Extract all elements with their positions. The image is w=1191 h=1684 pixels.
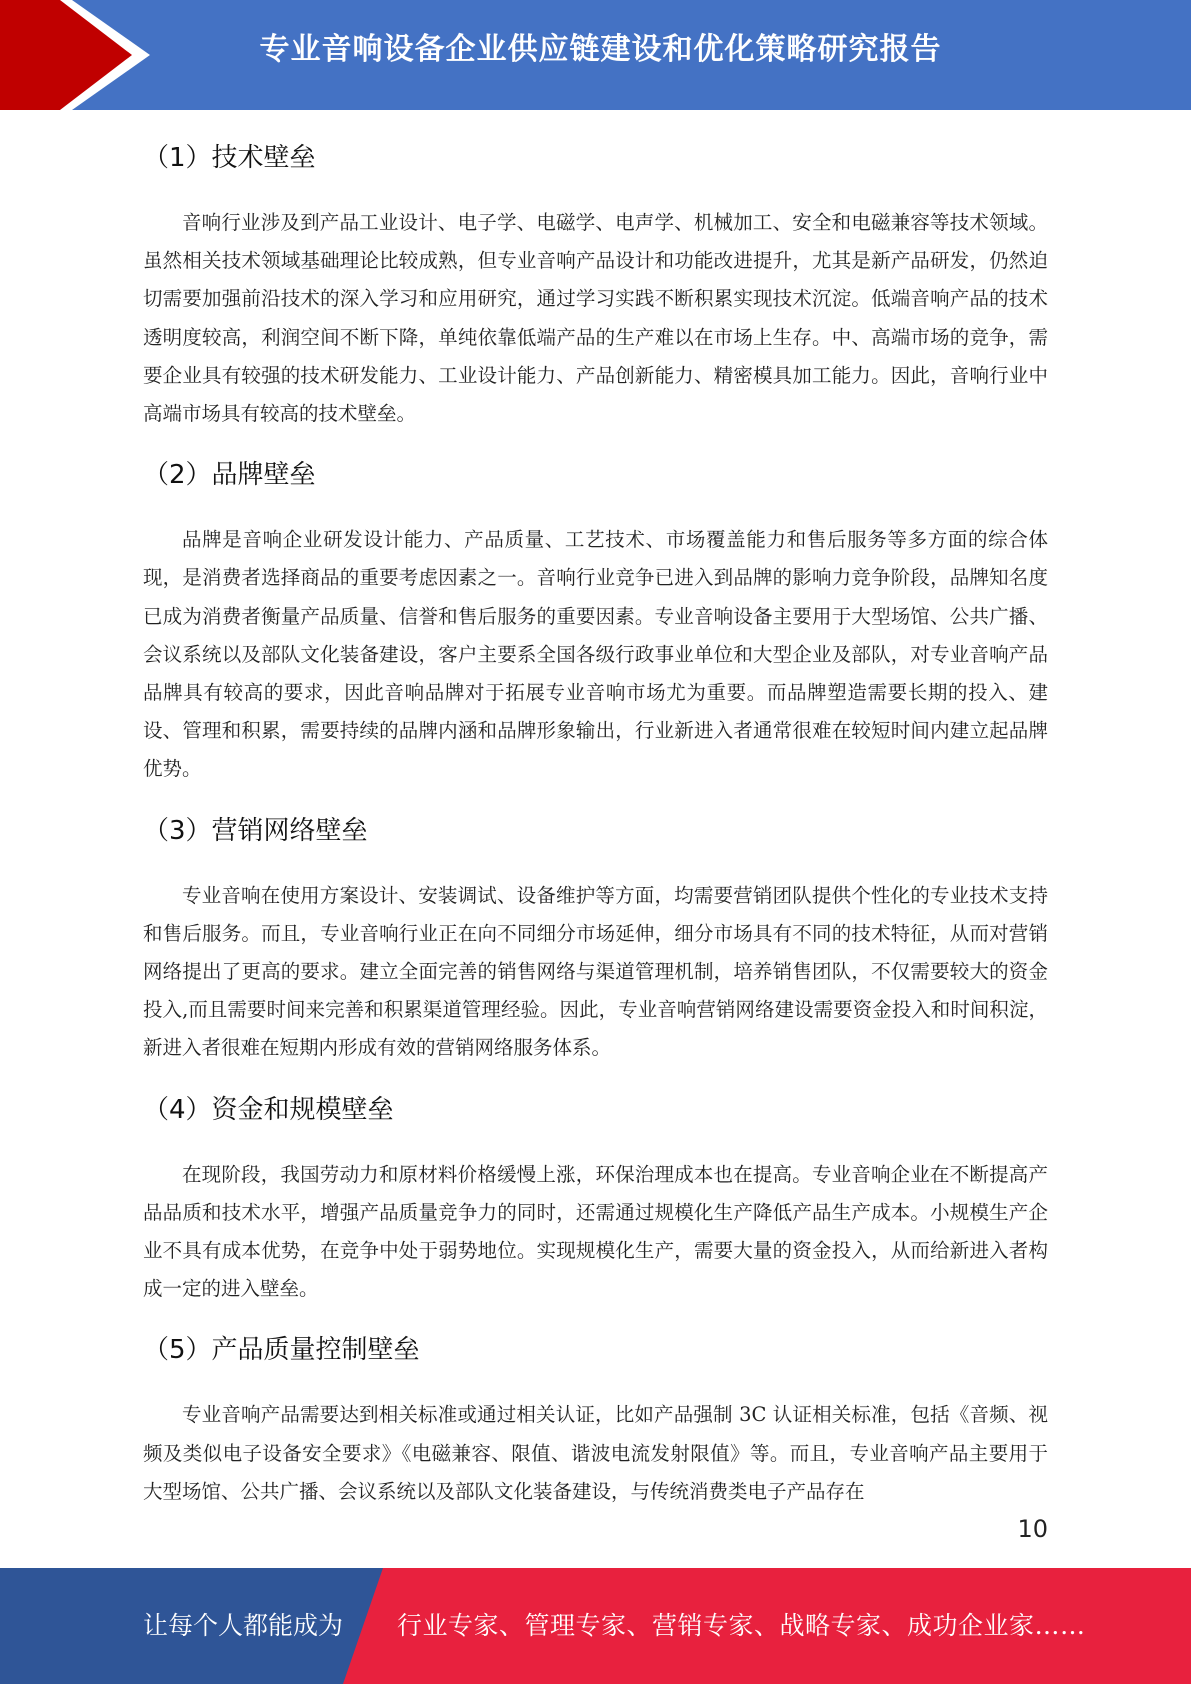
footer-slogan-right: 行业专家、管理专家、营销专家、战略专家、成功企业家…… [397, 1611, 1086, 1640]
section-paragraph: 品牌是音响企业研发设计能力、产品质量、工艺技术、市场覆盖能力和售后服务等多方面的综合体现，是消费者选择商品的重要考虑因素之一。音响行业竞争已进入到品牌的影响力竞争阶段，品牌知名度已成为消费者衡量产品质量、信誉和售后服务的重要因素。专业音响设备主要用于大型场馆、公共广播、会议系统以及部队文化装备建设，客户主要系全国各级行政事业单位和大型企业及部队，对专业音响产品品牌具有较高的要求，因此音响品牌对于拓展专业音响市场尤为重要。而品牌塑造需要长期的投入、建设、管理和积累，需要持续的品牌内涵和品牌形象输出，行业新进入者通常很难在较短时间内建立起品牌优势。 [143, 528, 1048, 781]
footer-banner [0, 1568, 1191, 1684]
section-paragraph: 音响行业涉及到产品工业设计、电子学、电磁学、电声学、机械加工、安全和电磁兼容等技术领域。虽然相关技术领域基础理论比较成熟，但专业音响产品设计和功能改进提升，尤其是新产品研发，仍然迫切需要加强前沿技术的深入学习和应用研究，通过学习实践不断积累实现技术沉淀。低端音响产品的技术透明度较高，利润空间不断下降，单纯依靠低端产品的生产难以在市场上生存。中、高端市场的竞争，需要企业具有较强的技术研发能力、工业设计能力、产品创新能力、精密模具加工能力。因此，音响行业中高端市场具有较高的技术壁垒。 [143, 211, 1048, 426]
document-title: 专业音响设备企业供应链建设和优化策略研究报告 [259, 32, 942, 67]
section-paragraph: 专业音响产品需要达到相关标准或通过相关认证，比如产品强制 3C 认证相关标准，包括《音频、视频及类似电子设备安全要求》《电磁兼容、限值、谐波电流发射限值》等。而且，专业音响产品主要用于大型场馆、公共广播、会议系统以及部队文化装备建设，与传统消费类电子产品存在 [143, 1403, 1048, 1503]
section-paragraph: 专业音响在使用方案设计、安装调试、设备维护等方面，均需要营销团队提供个性化的专业技术支持和售后服务。而且，专业音响行业正在向不同细分市场延伸，细分市场具有不同的技术特征，从而对营销网络提出了更高的要求。建立全面完善的销售网络与渠道管理机制，培养销售团队，不仅需要较大的资金投入,而且需要时间来完善和积累渠道管理经验。因此，专业音响营销网络建设需要资金投入和时间积淀，新进入者很难在短期内形成有效的营销网络服务体系。 [143, 883, 1048, 1060]
section-heading: （2）品牌壁垒 [143, 460, 316, 491]
section-heading: （4）资金和规模壁垒 [143, 1094, 394, 1125]
section-heading: （3）营销网络壁垒 [143, 815, 368, 846]
section-paragraph: 在现阶段，我国劳动力和原材料价格缓慢上涨，环保治理成本也在提高。专业音响企业在不断提高产品品质和技术水平，增强产品质量竞争力的同时，还需通过规模化生产降低产品生产成本。小规模生产企业不具有成本优势，在竞争中处于弱势地位。实现规模化生产，需要大量的资金投入，从而给新进入者构成一定的进入壁垒。 [143, 1162, 1048, 1301]
section-quality-control-barrier [143, 1322, 1048, 1511]
main-content [143, 116, 1048, 1521]
header-banner [0, 0, 1191, 110]
section-heading: （5）产品质量控制壁垒 [143, 1335, 420, 1366]
section-technology-barrier [143, 130, 1048, 433]
section-marketing-network-barrier [143, 803, 1048, 1068]
page-number: 10 [1017, 1515, 1048, 1543]
section-heading: （1）技术壁垒 [143, 143, 316, 173]
section-brand-barrier [143, 447, 1048, 788]
section-capital-scale-barrier [143, 1082, 1048, 1309]
footer-slogan-left: 让每个人都能成为 [143, 1611, 344, 1640]
